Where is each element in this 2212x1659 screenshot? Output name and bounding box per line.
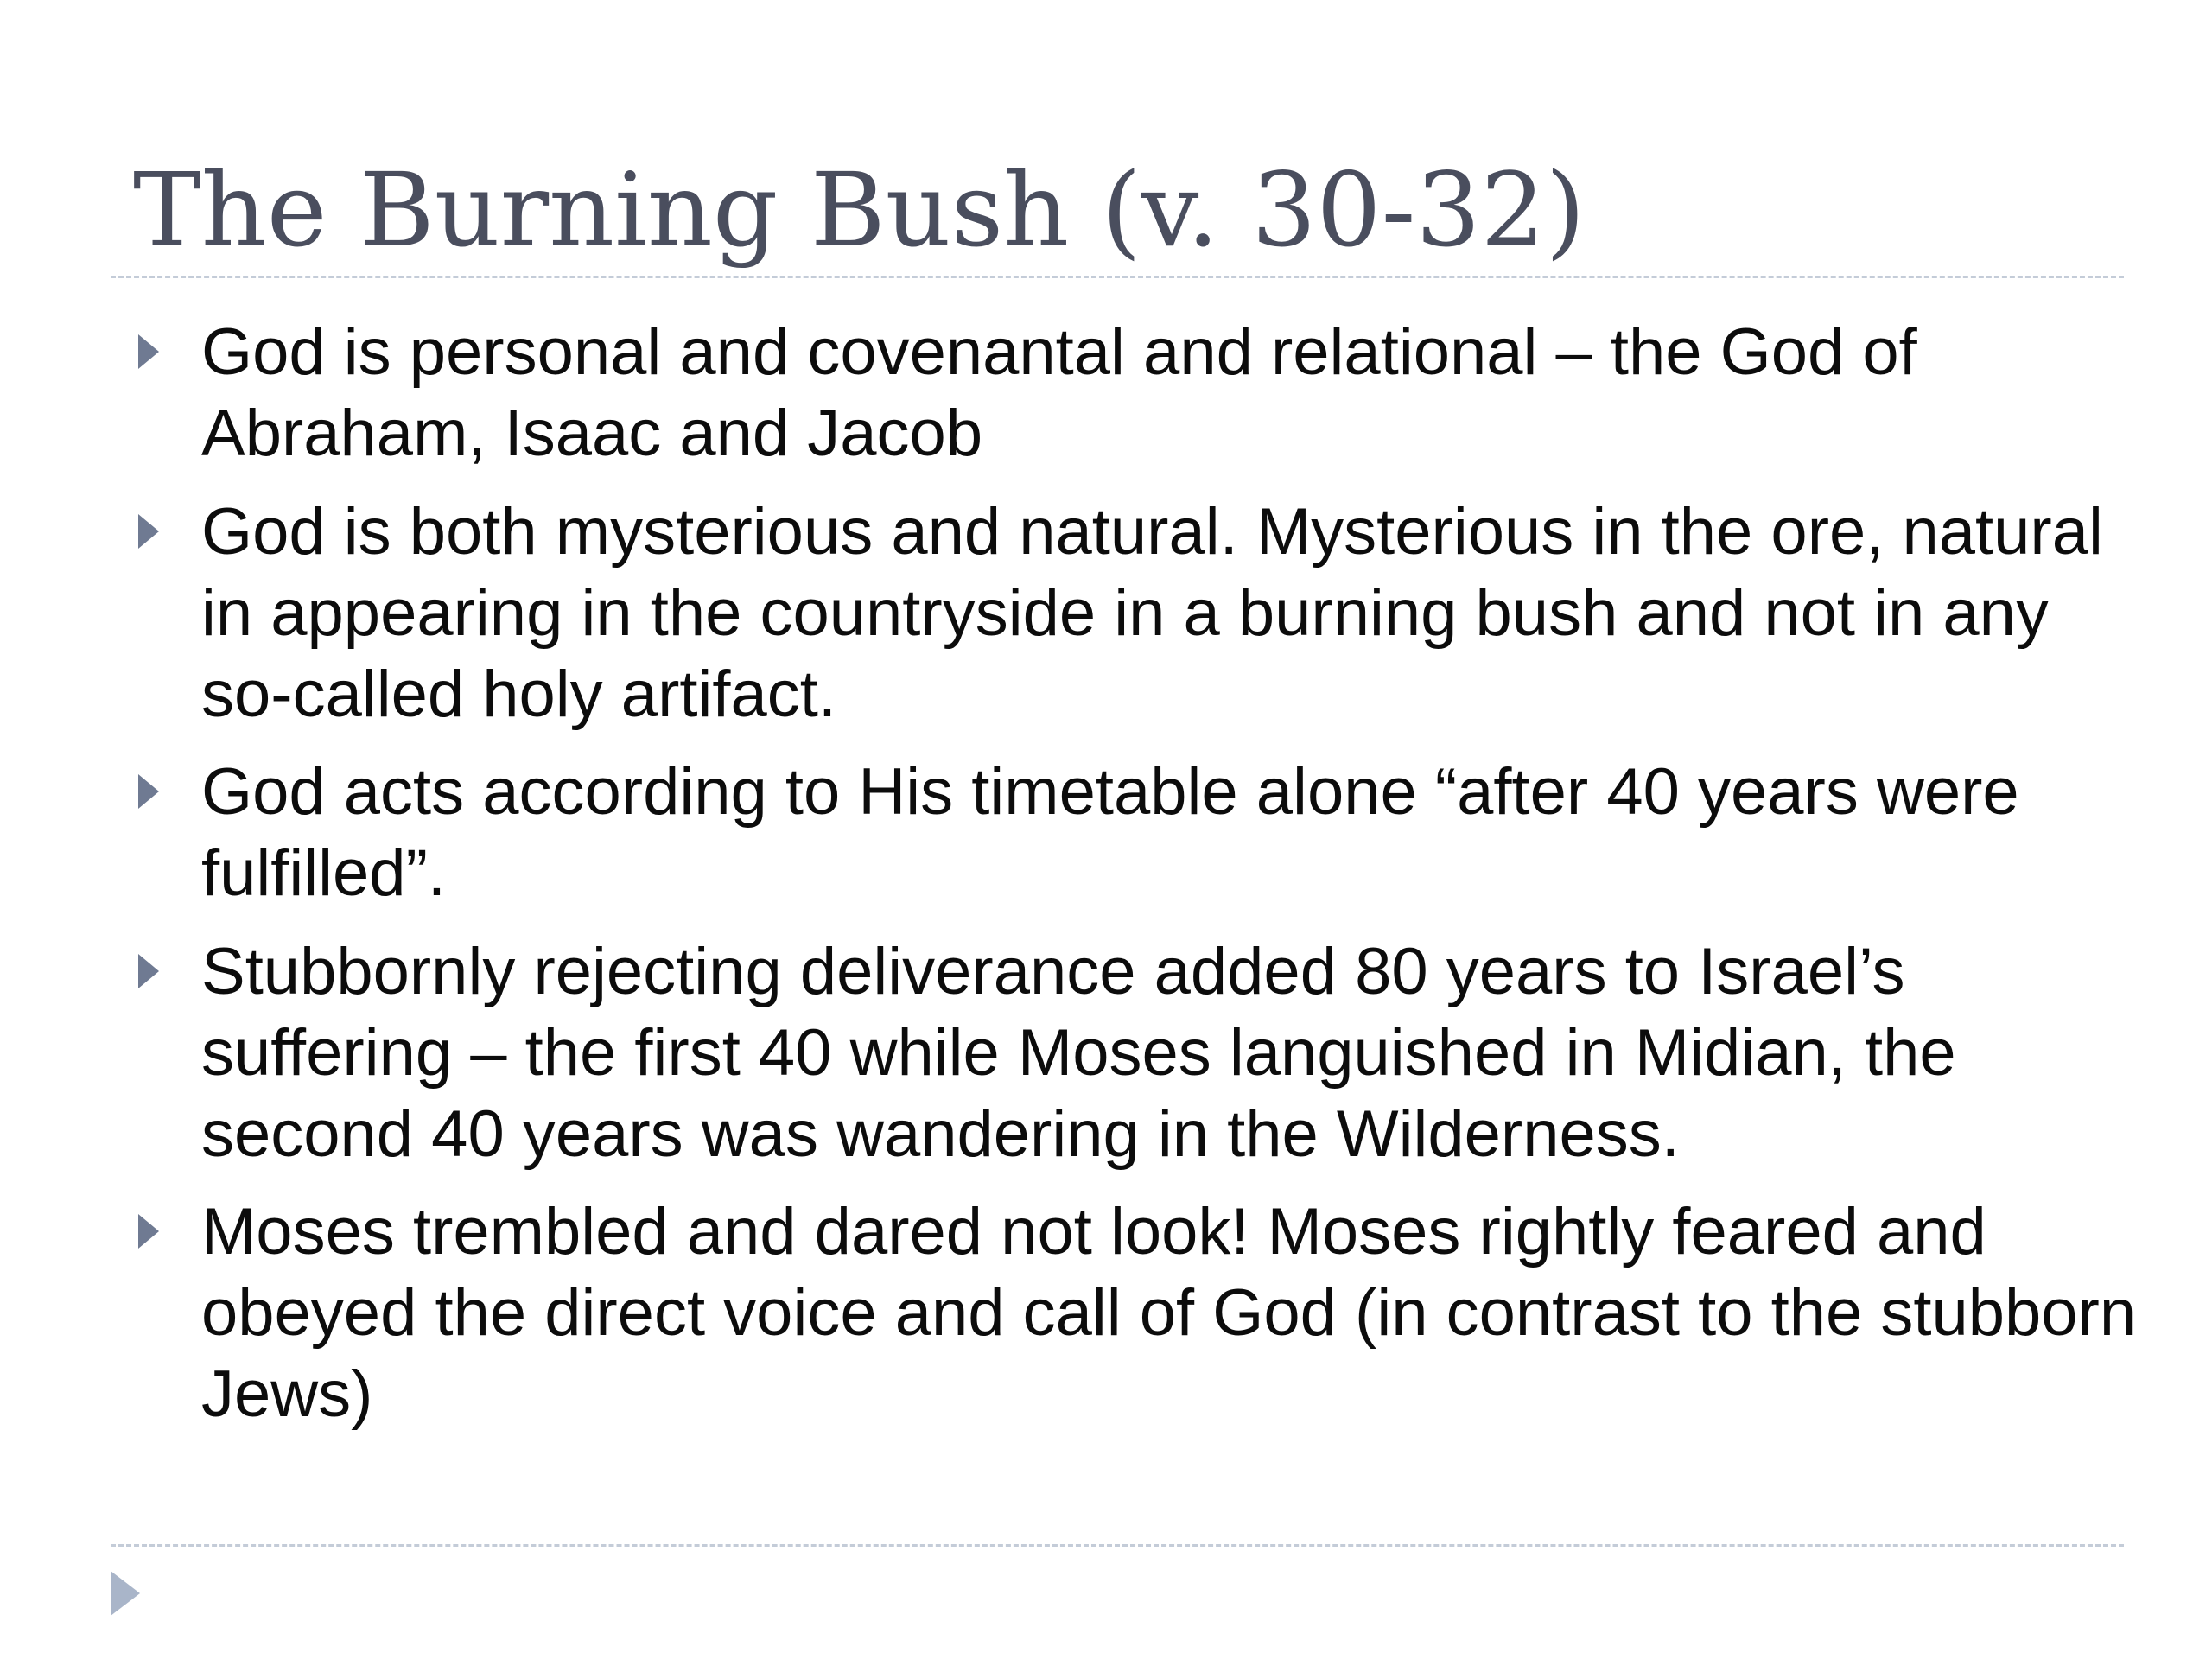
triangle-right-icon: [138, 774, 159, 809]
triangle-right-icon: [138, 334, 159, 369]
bullet-text: Moses trembled and dared not look! Moses rightly feared and obeyed the direct voice and call of God (in contrast to the stubborn Jews): [201, 1195, 2137, 1431]
triangle-right-icon: [111, 1571, 140, 1616]
triangle-right-icon: [138, 954, 159, 988]
footer-divider: [111, 1544, 2124, 1547]
triangle-right-icon: [138, 1214, 159, 1249]
bullet-text: God acts according to His timetable alone “after 40 years were fulfilled”.: [201, 755, 2019, 910]
triangle-right-icon: [138, 514, 159, 549]
slide-title: The Burning Bush (v. 30-32): [133, 150, 1586, 270]
bullet-text: Stubbornly rejecting deliverance added 80 years to Israel’s suffering – the first 40 while Moses languished in Midian, the second 40 years was wandering in the Wilderness.: [201, 935, 1956, 1171]
bullet-text: God is both mysterious and natural. Mysterious in the ore, natural in appearing in the countryside in a burning bush and not in any so-called holy artifact.: [201, 495, 2103, 731]
bullet-text: God is personal and covenantal and relational – the God of Abraham, Isaac and Jacob: [201, 315, 1917, 470]
